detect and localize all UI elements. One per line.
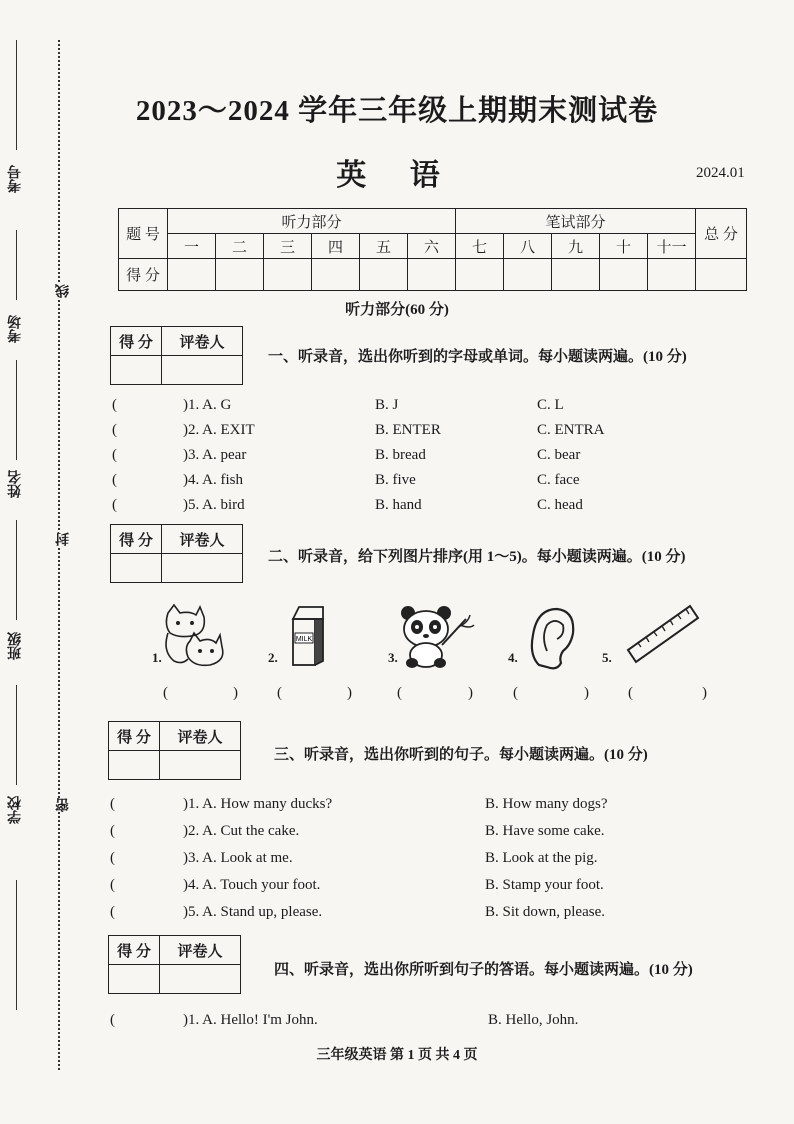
milk-label: MILK <box>295 636 313 643</box>
seal-mark-line: 线 <box>54 284 74 298</box>
score-table-col: 一 <box>168 234 216 259</box>
score-table-col: 六 <box>408 234 456 259</box>
grader-reviewer-cell[interactable] <box>160 965 241 994</box>
ruler-icon <box>622 598 702 668</box>
score-table-question-header: 题 号 <box>119 209 168 259</box>
score-cell[interactable] <box>312 259 360 291</box>
grader-score-label: 得 分 <box>111 525 162 554</box>
question-option-c: C. face <box>537 472 580 488</box>
picture-number: 3. <box>388 650 398 665</box>
answer-paren[interactable]: ) <box>233 685 238 701</box>
question-option-a: )3. A. pear <box>183 447 247 463</box>
subject-title: 英 语 <box>336 159 458 192</box>
score-cell[interactable] <box>216 259 264 291</box>
question-option-a: )3. A. Look at me. <box>183 850 293 866</box>
answer-paren[interactable]: ) <box>584 685 589 701</box>
name-line <box>16 360 17 460</box>
question-option-b: B. Have some cake. <box>485 823 605 839</box>
score-table <box>118 208 747 291</box>
grader-score-label: 得 分 <box>109 936 160 965</box>
grader-reviewer-label: 评卷人 <box>160 936 241 965</box>
question-option-b: B. Stamp your foot. <box>485 877 604 893</box>
exam-room-line <box>16 230 17 300</box>
question-option-a: )4. A. fish <box>183 472 243 488</box>
section3-title: 三、听录音，选出你听到的句子。每小题读两遍。(10 分) <box>274 747 648 763</box>
school-line <box>16 685 17 785</box>
answer-paren[interactable]: ( <box>110 796 115 812</box>
section2-title: 二、听录音，给下列图片排序(用 1～5)。每小题读两遍。(10 分) <box>268 549 686 565</box>
answer-paren[interactable]: ) <box>702 685 707 701</box>
score-cell[interactable] <box>360 259 408 291</box>
grader-reviewer-label: 评卷人 <box>160 722 241 751</box>
school-label: 学校 <box>8 796 23 824</box>
seal-mark-secret: 密 <box>54 798 74 812</box>
picture-number: 4. <box>508 650 518 665</box>
score-table-col: 九 <box>552 234 600 259</box>
cats-picture-icon <box>160 603 230 669</box>
answer-paren[interactable]: ( <box>112 472 117 488</box>
question-option-b: B. How many dogs? <box>485 796 608 812</box>
score-table-total-header: 总 分 <box>696 209 747 259</box>
question-option-b: B. bread <box>375 447 426 463</box>
score-table-col: 三 <box>264 234 312 259</box>
grader-score-cell[interactable] <box>109 965 160 994</box>
exam-number-label: 考号 <box>8 165 23 193</box>
score-cell[interactable] <box>456 259 504 291</box>
answer-paren[interactable]: ( <box>110 823 115 839</box>
answer-paren[interactable]: ( <box>110 877 115 893</box>
score-table-writing-header: 笔试部分 <box>456 209 696 234</box>
score-cell[interactable] <box>600 259 648 291</box>
grader-reviewer-cell[interactable] <box>162 356 243 385</box>
answer-paren[interactable]: ( <box>110 850 115 866</box>
score-cell[interactable] <box>504 259 552 291</box>
listening-section-heading: 听力部分(60 分) <box>345 302 449 318</box>
score-table-col: 十 <box>600 234 648 259</box>
answer-paren[interactable]: ( <box>628 685 633 701</box>
grader-reviewer-cell[interactable] <box>162 554 243 583</box>
exam-room-label: 考场 <box>8 315 23 343</box>
exam-title: 2023～2024 学年三年级上期期末测试卷 <box>135 95 659 127</box>
score-table-col: 八 <box>504 234 552 259</box>
page-footer: 三年级英语 第 1 页 共 4 页 <box>316 1048 478 1063</box>
grader-box <box>110 326 243 385</box>
extra-line <box>16 880 17 1010</box>
milk-carton-icon <box>285 605 329 667</box>
question-option-b: B. five <box>375 472 416 488</box>
question-option-b: B. Sit down, please. <box>485 904 605 920</box>
grader-score-label: 得 分 <box>109 722 160 751</box>
answer-paren[interactable]: ) <box>468 685 473 701</box>
grader-box <box>108 721 241 780</box>
seal-mark-seal: 封 <box>54 532 74 546</box>
question-option-b: B. Hello, John. <box>488 1012 579 1028</box>
grader-reviewer-label: 评卷人 <box>162 327 243 356</box>
picture-number: 1. <box>152 650 162 665</box>
grader-score-cell[interactable] <box>111 554 162 583</box>
score-table-col: 五 <box>360 234 408 259</box>
answer-paren[interactable]: ( <box>163 685 168 701</box>
binding-dotted-line <box>58 40 60 1070</box>
grader-score-cell[interactable] <box>111 356 162 385</box>
panda-icon <box>398 605 478 669</box>
total-score-cell[interactable] <box>696 259 747 291</box>
score-table-listening-header: 听力部分 <box>168 209 456 234</box>
score-table-score-label: 得 分 <box>119 259 168 291</box>
answer-paren[interactable]: ( <box>110 1012 115 1028</box>
answer-paren[interactable]: ( <box>397 685 402 701</box>
question-option-a: )4. A. Touch your foot. <box>183 877 321 893</box>
answer-paren[interactable]: ( <box>277 685 282 701</box>
score-table-col: 七 <box>456 234 504 259</box>
question-option-a: )2. A. Cut the cake. <box>183 823 300 839</box>
answer-paren[interactable]: ( <box>110 904 115 920</box>
question-option-b: B. J <box>375 397 399 413</box>
grader-box <box>108 935 241 994</box>
question-option-b: B. ENTER <box>375 422 441 438</box>
question-option-a: )5. A. Stand up, please. <box>183 904 323 920</box>
class-label: 班级 <box>8 632 23 660</box>
section1-title: 一、听录音，选出你听到的字母或单词。每小题读两遍。(10 分) <box>268 349 687 365</box>
question-option-a: )2. A. EXIT <box>183 422 255 438</box>
answer-paren[interactable]: ( <box>513 685 518 701</box>
exam-date: 2024.01 <box>696 165 745 181</box>
answer-paren[interactable]: ( <box>112 497 117 513</box>
name-label: 姓名 <box>8 470 23 498</box>
grader-reviewer-label: 评卷人 <box>162 525 243 554</box>
question-option-c: C. ENTRA <box>537 422 605 438</box>
question-option-c: C. head <box>537 497 583 513</box>
ear-icon <box>527 605 579 671</box>
score-table-col: 十一 <box>648 234 696 259</box>
class-line <box>16 520 17 620</box>
score-cell[interactable] <box>648 259 696 291</box>
grader-box <box>110 524 243 583</box>
question-option-a: )5. A. bird <box>183 497 245 513</box>
answer-paren[interactable]: ( <box>112 447 117 463</box>
grader-reviewer-cell[interactable] <box>160 751 241 780</box>
answer-paren[interactable]: ) <box>347 685 352 701</box>
question-option-a: )1. A. G <box>183 397 232 413</box>
grader-score-label: 得 分 <box>111 327 162 356</box>
score-cell[interactable] <box>168 259 216 291</box>
score-table-col: 四 <box>312 234 360 259</box>
section4-title: 四、听录音，选出你所听到句子的答语。每小题读两遍。(10 分) <box>274 962 693 978</box>
question-option-b: B. Look at the pig. <box>485 850 598 866</box>
score-cell[interactable] <box>408 259 456 291</box>
grader-score-cell[interactable] <box>109 751 160 780</box>
question-option-c: C. bear <box>537 447 581 463</box>
picture-number: 5. <box>602 650 612 665</box>
question-option-c: C. L <box>537 397 564 413</box>
answer-paren[interactable]: ( <box>112 397 117 413</box>
question-option-a: )1. A. Hello! I'm John. <box>183 1012 318 1028</box>
question-option-a: )1. A. How many ducks? <box>183 796 333 812</box>
score-table-col: 二 <box>216 234 264 259</box>
picture-number: 2. <box>268 650 278 665</box>
score-cell[interactable] <box>552 259 600 291</box>
score-cell[interactable] <box>264 259 312 291</box>
question-option-b: B. hand <box>375 497 422 513</box>
answer-paren[interactable]: ( <box>112 422 117 438</box>
